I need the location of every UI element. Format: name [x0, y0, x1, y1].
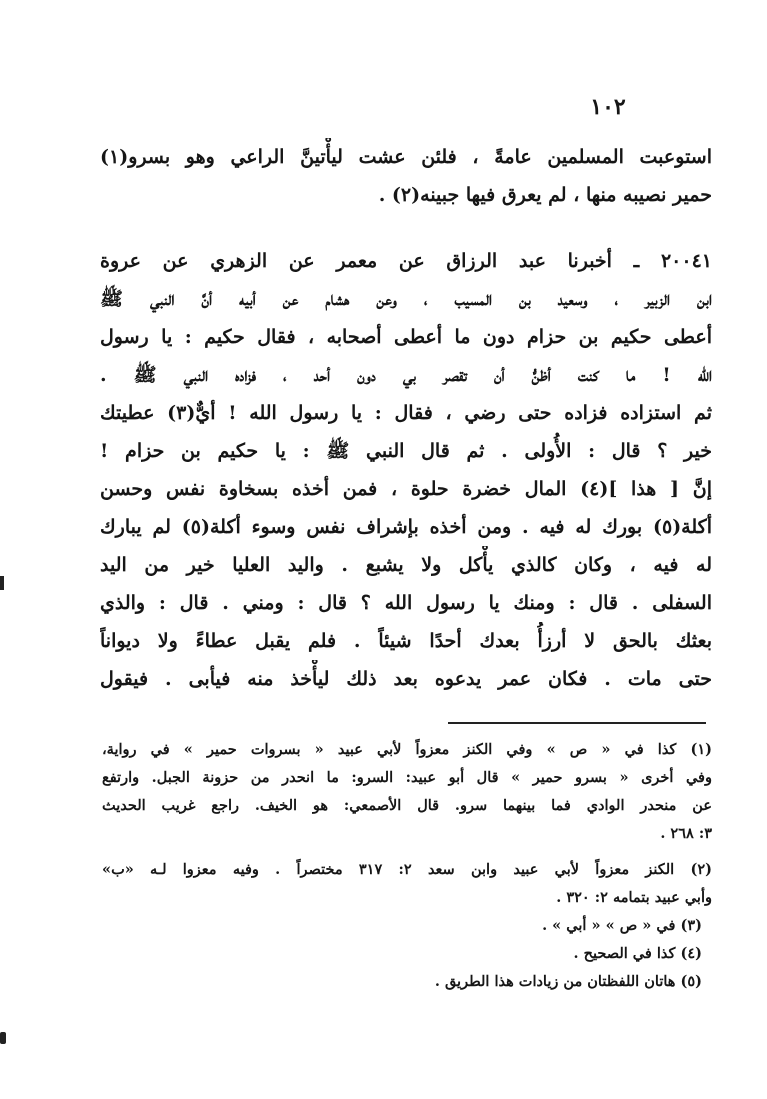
text-line: ٢٠٠٤١ ـ أخبرنا عبد الرزاق عن معمر عن الزهري عن عروة [100, 250, 712, 272]
footnote-line: وأبي عبيد بتمامه ٢: ٣٢٠ . [556, 889, 712, 906]
text-line: حتى مات . فكان عمر يدعوه بعد ذلك ليأْخذ منه فيأبى . فيقول [100, 668, 712, 690]
page-number: ١٠٢ [590, 94, 626, 120]
text-line: أعطى حكيم بن حزام دون ما أعطى أصحابه ، فقال حكيم : يا رسول [100, 326, 712, 348]
footnote-line: عن منحدر الوادي فما بينهما سرو. قال الأصمعي: هو الخيف. راجع غريب الحديث [102, 797, 712, 814]
text-line: استوعبت المسلمين عامةً ، فلئن عشت ليأْتينَّ الراعي وهو بسرو(١) [100, 146, 712, 168]
footnote-line: ٣: ٢٦٨ . [660, 825, 712, 842]
text-line: ثم استزاده فزاده حتى رضي ، فقال : يا رسول الله ! أيٌّ(٣) عطيتك [100, 402, 712, 424]
text-line: إنَّ [ هذا ](٤) المال خضرة حلوة ، فمن أخذه بسخاوة نفس وحسن [100, 478, 712, 500]
footnote-line: (٣) في « ص » « أبي » . [542, 917, 702, 934]
text-line: السفلى . قال : ومنك يا رسول الله ؟ قال : ومني . قال : والذي [100, 592, 712, 614]
text-line: خير ؟ قال : الأُولى . ثم قال النبي ﷺ : يا حكيم بن حزام ! [100, 440, 712, 462]
text-line: الله ! ما كنت أظنُّ أن تقصر بي دون أحد ، فزاده النبي ﷺ . [100, 364, 712, 386]
text-line: أكلة(٥) بورك له فيه . ومن أخذه بإشراف نفس وسوء أكلة(٥) لم يبارك [100, 516, 712, 538]
footnote-line: (٥) هاتان اللفظتان من زيادات هذا الطريق . [434, 973, 702, 990]
footnote-line: (٤) كذا في الصحيح . [573, 945, 702, 962]
footnote-line: (١) كذا في « ص » وفي الكنز معزواً لأبي عبيد « بسروات حمير » في رواية، [102, 741, 712, 758]
footnote-line: وفي أخرى « بسرو حمير » قال أبو عبيد: السرو: ما انحدر من حزونة الجبل. وارتفع [102, 769, 712, 786]
text-line: له فيه ، وكان كالذي يأْكل ولا يشبع . واليد العليا خير من اليد [100, 554, 712, 576]
scan-edge-mark [0, 576, 4, 590]
footnote-divider [448, 722, 706, 724]
footnotes-block [102, 736, 712, 996]
footnote-line: (٢) الكنز معزواً لأبي عبيد وابن سعد ٢: ٣١٧ مختصراً . وفيه معزوا لـه «ب» [102, 861, 712, 878]
hadith-text-block [100, 138, 712, 698]
text-line: حمير نصيبه منها ، لم يعرق فيها جبينه(٢) . [378, 184, 712, 206]
text-line: ابن الزبير ، وسعيد بن المسيب ، وعن هشام عن أبيه أنَّ النبي ﷺ [100, 288, 712, 310]
text-line: بعثك بالحق لا أرزأُ بعدك أحدًا شيئاً . فلم يقبل عطاءً ولا ديواناً [100, 630, 712, 652]
scan-edge-mark [0, 1032, 6, 1044]
